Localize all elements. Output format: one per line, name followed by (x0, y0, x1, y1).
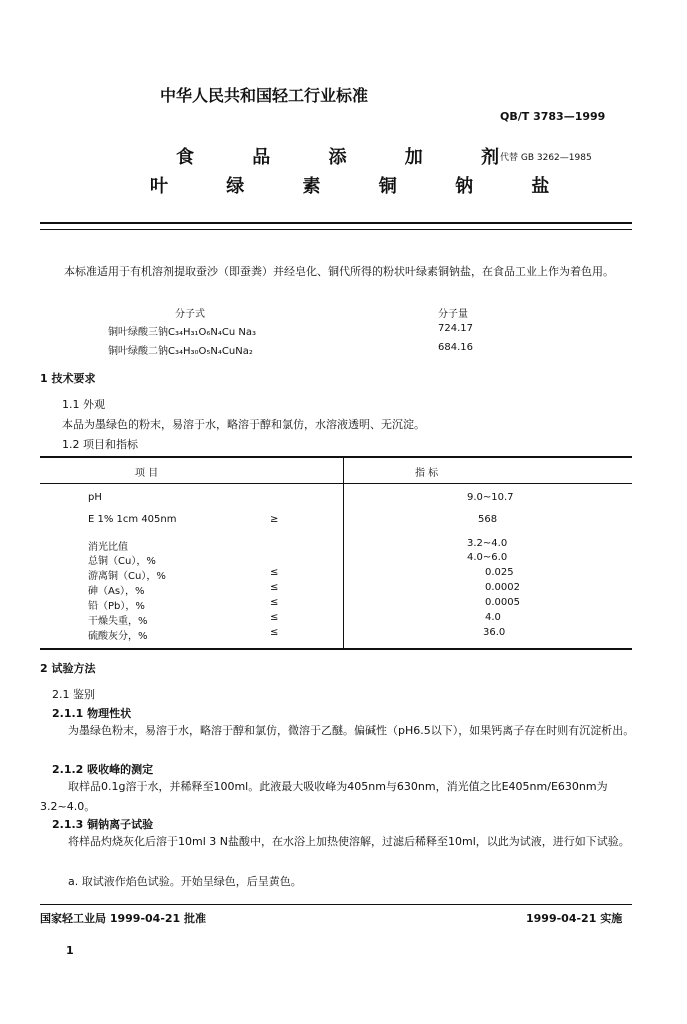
formula-row-1: 铜叶绿酸三钠C₃₄H₃₁O₆N₄Cu Na₃ (108, 327, 257, 338)
table-row-value: 36.0 (483, 627, 506, 638)
footer-rule (40, 904, 632, 905)
effective-text: 1999-04-21 实施 (526, 912, 623, 925)
approval-text: 国家轻工业局 1999-04-21 批准 (40, 912, 207, 925)
table-row-value: 9.0~10.7 (467, 492, 514, 503)
sec213-text: 将样品灼烧灰化后溶于10ml 3 N盐酸中，在水浴上加热使溶解，过滤后稀释至10ml，以此为试液，进行如下试验。 (68, 835, 630, 848)
sec212-text: 取样品0.1g溶于水，并稀释至100ml。此液最大吸收峰为405nm与630nm，消光值之比E405nm/E630nm为3.2~4.0。 (40, 780, 608, 813)
table-row-value: 568 (478, 514, 498, 525)
table-row-value: 0.0002 (485, 582, 520, 593)
table-row-value: 4.0~6.0 (467, 552, 508, 563)
table-bottom-rule (40, 648, 632, 650)
sec11-text: 本品为墨绿色的粉末，易溶于水，略溶于醇和氯仿，水溶液透明、无沉淀。 (62, 418, 425, 431)
table-row-item: pH (88, 492, 102, 503)
table-row-item: 消光比值 (88, 542, 128, 553)
table-row-item: 硫酸灰分，% (88, 631, 148, 642)
table-row-op: ≤ (270, 627, 279, 638)
sec211-text: 为墨绿色粉末，易溶于水，略溶于醇和氯仿，微溶于乙醚。偏碱性（pH6.5以下），如果钙离子存在时则有沉淀析出。 (68, 724, 635, 737)
table-row-op: ≤ (270, 597, 279, 608)
sec11-heading: 1.1 外观 (62, 398, 105, 411)
table-row-op: ≤ (270, 612, 279, 623)
table-row-item: E 1% 1cm 405nm (88, 514, 177, 525)
org-title: 中华人民共和国轻工行业标准 (160, 86, 369, 105)
table-header-rule (40, 483, 632, 484)
table-row-op: ≤ (270, 582, 279, 593)
table-row-item: 铅（Pb），% (88, 601, 145, 612)
intro-paragraph: 本标准适用于有机溶剂提取蚕沙（即蚕粪）并经皂化、铜代所得的粉状叶绿素铜钠盐，在食品工业上作为着色用。 (64, 265, 614, 278)
doc-title-line1: 食 品 添 加 剂 (176, 147, 526, 168)
table-row-op: ≥ (270, 514, 279, 525)
table-row-value: 4.0 (485, 612, 501, 623)
sec213-item-a: a. 取试液作焰色试验。开始呈绿色，后呈黄色。 (68, 875, 302, 888)
table-row-op: ≤ (270, 567, 279, 578)
sec1-heading: 1 技术要求 (40, 372, 96, 385)
table-row-value: 3.2~4.0 (467, 538, 508, 549)
sec2-heading: 2 试验方法 (40, 662, 96, 675)
formula-row-2: 铜叶绿酸二钠C₃₄H₃₀O₅N₄CuNa₂ (108, 346, 253, 357)
table-col-index: 指 标 (415, 468, 439, 479)
sec213-heading: 2.1.3 铜钠离子试验 (52, 818, 154, 831)
formula-col-header: 分子式 (175, 309, 205, 320)
sec212-heading: 2.1.2 吸收峰的测定 (52, 763, 154, 776)
header-rule-thin (40, 229, 632, 230)
table-row-item: 干燥失重，% (88, 616, 148, 627)
sec12-heading: 1.2 项目和指标 (62, 438, 138, 451)
header-rule (40, 222, 632, 224)
sec211-heading: 2.1.1 物理性状 (52, 707, 132, 720)
standard-code: QB/T 3783—1999 (500, 110, 606, 123)
table-row-item: 游离铜（Cu），% (88, 571, 166, 582)
table-row-value: 0.0005 (485, 597, 520, 608)
table-col-divider (343, 456, 344, 649)
replaces-standard: 代替 GB 3262—1985 (500, 153, 592, 163)
weight-row-2: 684.16 (438, 342, 473, 353)
table-col-item: 项 目 (135, 468, 159, 479)
sec21-heading: 2.1 鉴别 (52, 688, 95, 701)
table-row-item: 砷（As），% (88, 586, 145, 597)
table-top-rule (40, 456, 632, 458)
weight-col-header: 分子量 (438, 309, 468, 320)
weight-row-1: 724.17 (438, 323, 473, 334)
doc-title-line2: 叶 绿 素 铜 钠 盐 (150, 176, 576, 197)
table-row-item: 总铜（Cu），% (88, 556, 156, 567)
page-number: 1 (66, 944, 74, 957)
table-row-value: 0.025 (485, 567, 514, 578)
